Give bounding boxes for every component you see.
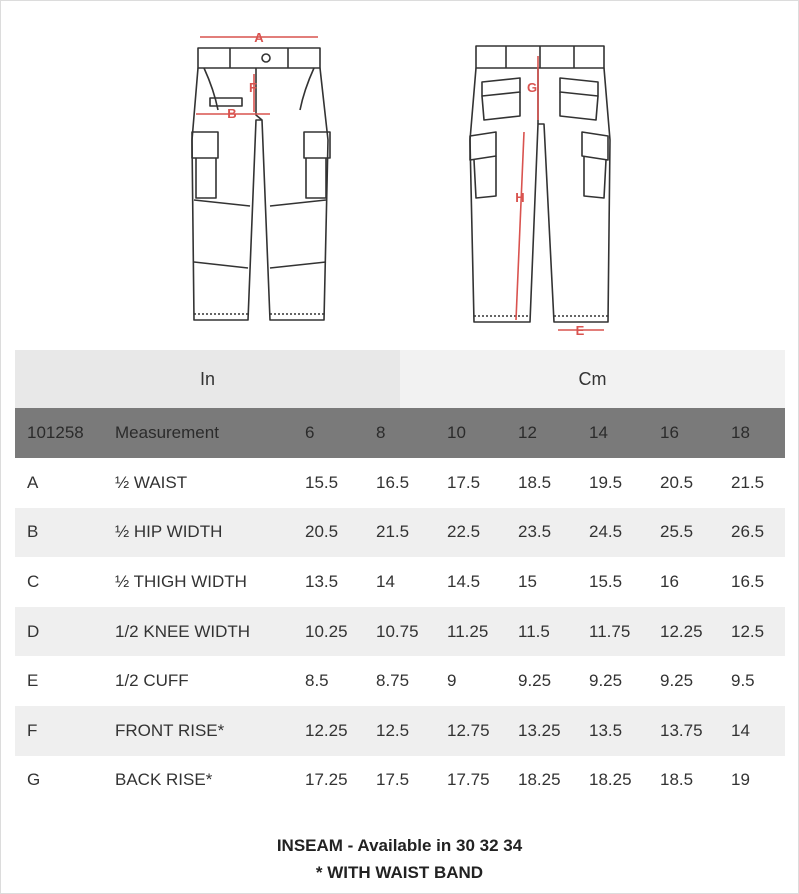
measurement-name-cell: BACK RISE* [115,770,213,790]
unit-toggle [15,350,785,408]
size-value-cell: 16.5 [731,571,765,591]
label-g: G [526,80,538,95]
size-value-cell: 9.25 [660,671,694,691]
size-value-cell: 18.5 [660,770,694,790]
front-view [192,48,330,320]
size-value-cell: 9.25 [589,671,623,691]
label-a: A [254,30,264,45]
row-code-cell: C [27,571,40,591]
header-size-12: 12 [518,423,537,442]
size-value-cell: 11.5 [518,621,550,641]
header-size-10: 10 [447,423,466,442]
size-value-cell: 12.5 [731,621,765,641]
size-value-cell: 19 [731,770,750,790]
footer-notes [0,832,799,886]
tab-centimeters[interactable]: Cm [400,350,785,408]
size-value-cell: 13.5 [305,571,339,591]
size-value-cell: 13.5 [589,720,623,740]
measurement-diagram [170,20,630,340]
header-size-16: 16 [660,423,679,442]
row-code-cell: F [27,720,38,740]
size-value-cell: 10.75 [376,621,419,641]
header-size-18: 18 [731,423,750,442]
waistband-note: * WITH WAIST BAND [315,863,484,882]
size-value-cell: 22.5 [447,522,481,542]
size-value-cell: 12.75 [447,720,490,740]
size-value-cell: 17.25 [305,770,348,790]
header-size-8: 8 [376,423,386,442]
label-f: F [249,80,257,95]
measurement-name-cell: 1/2 CUFF [115,671,189,691]
table-row [15,508,785,558]
pants-illustration [170,20,630,340]
back-view [470,46,610,322]
size-value-cell: 13.75 [660,720,703,740]
table-row [15,706,785,756]
size-value-cell: 8.75 [376,671,410,691]
size-value-cell: 16 [660,571,679,591]
measurement-name-cell: ½ HIP WIDTH [115,522,223,542]
size-value-cell: 17.5 [447,472,481,492]
size-value-cell: 15.5 [305,472,339,492]
header-measurement: Measurement [115,423,219,442]
size-value-cell: 9 [447,671,457,691]
size-value-cell: 12.25 [660,621,703,641]
size-value-cell: 13.25 [518,720,561,740]
size-value-cell: 14 [731,720,750,740]
row-code-cell: G [27,770,41,790]
label-b: B [227,106,237,121]
size-value-cell: 23.5 [518,522,552,542]
size-value-cell: 18.25 [589,770,632,790]
row-code-cell: A [27,472,39,492]
inseam-note: INSEAM - Available in 30 32 34 [276,836,523,855]
size-value-cell: 20.5 [660,472,694,492]
size-value-cell: 11.75 [589,621,631,641]
size-value-cell: 18.5 [518,472,552,492]
size-value-cell: 17.75 [447,770,490,790]
size-value-cell: 10.25 [305,621,348,641]
size-value-cell: 8.5 [305,671,329,691]
measurement-name-cell: ½ THIGH WIDTH [115,571,247,591]
size-value-cell: 21.5 [731,472,765,492]
measurement-name-cell: 1/2 KNEE WIDTH [115,621,251,641]
size-value-cell: 18.25 [518,770,561,790]
table-row [15,607,785,657]
table-row [15,656,785,706]
header-size-14: 14 [589,423,608,442]
table-row [15,458,785,508]
size-value-cell: 14 [376,571,395,591]
size-value-cell: 15 [518,571,537,591]
row-code-cell: B [27,522,39,542]
label-e: E [575,323,585,338]
label-h: H [515,190,525,205]
size-value-cell: 19.5 [589,472,623,492]
size-value-cell: 12.25 [305,720,348,740]
table-row [15,756,785,806]
header-size-6: 6 [305,423,315,442]
size-value-cell: 9.5 [731,671,755,691]
tab-inches[interactable]: In [15,350,400,408]
header-style-code: 101258 [27,423,84,442]
size-value-cell: 12.5 [376,720,410,740]
row-code-cell: D [27,621,40,641]
size-value-cell: 11.25 [447,621,489,641]
measurement-name-cell: FRONT RISE* [115,720,225,740]
size-value-cell: 26.5 [731,522,765,542]
size-value-cell: 20.5 [305,522,339,542]
size-value-cell: 25.5 [660,522,694,542]
size-value-cell: 9.25 [518,671,552,691]
measurement-name-cell: ½ WAIST [115,472,188,492]
size-value-cell: 14.5 [447,571,481,591]
table-row [15,557,785,607]
size-value-cell: 21.5 [376,522,410,542]
size-value-cell: 24.5 [589,522,623,542]
table-header-row [15,408,785,458]
size-chart-table [15,408,785,805]
row-code-cell: E [27,671,39,691]
size-value-cell: 16.5 [376,472,410,492]
size-value-cell: 15.5 [589,571,623,591]
size-value-cell: 17.5 [376,770,410,790]
